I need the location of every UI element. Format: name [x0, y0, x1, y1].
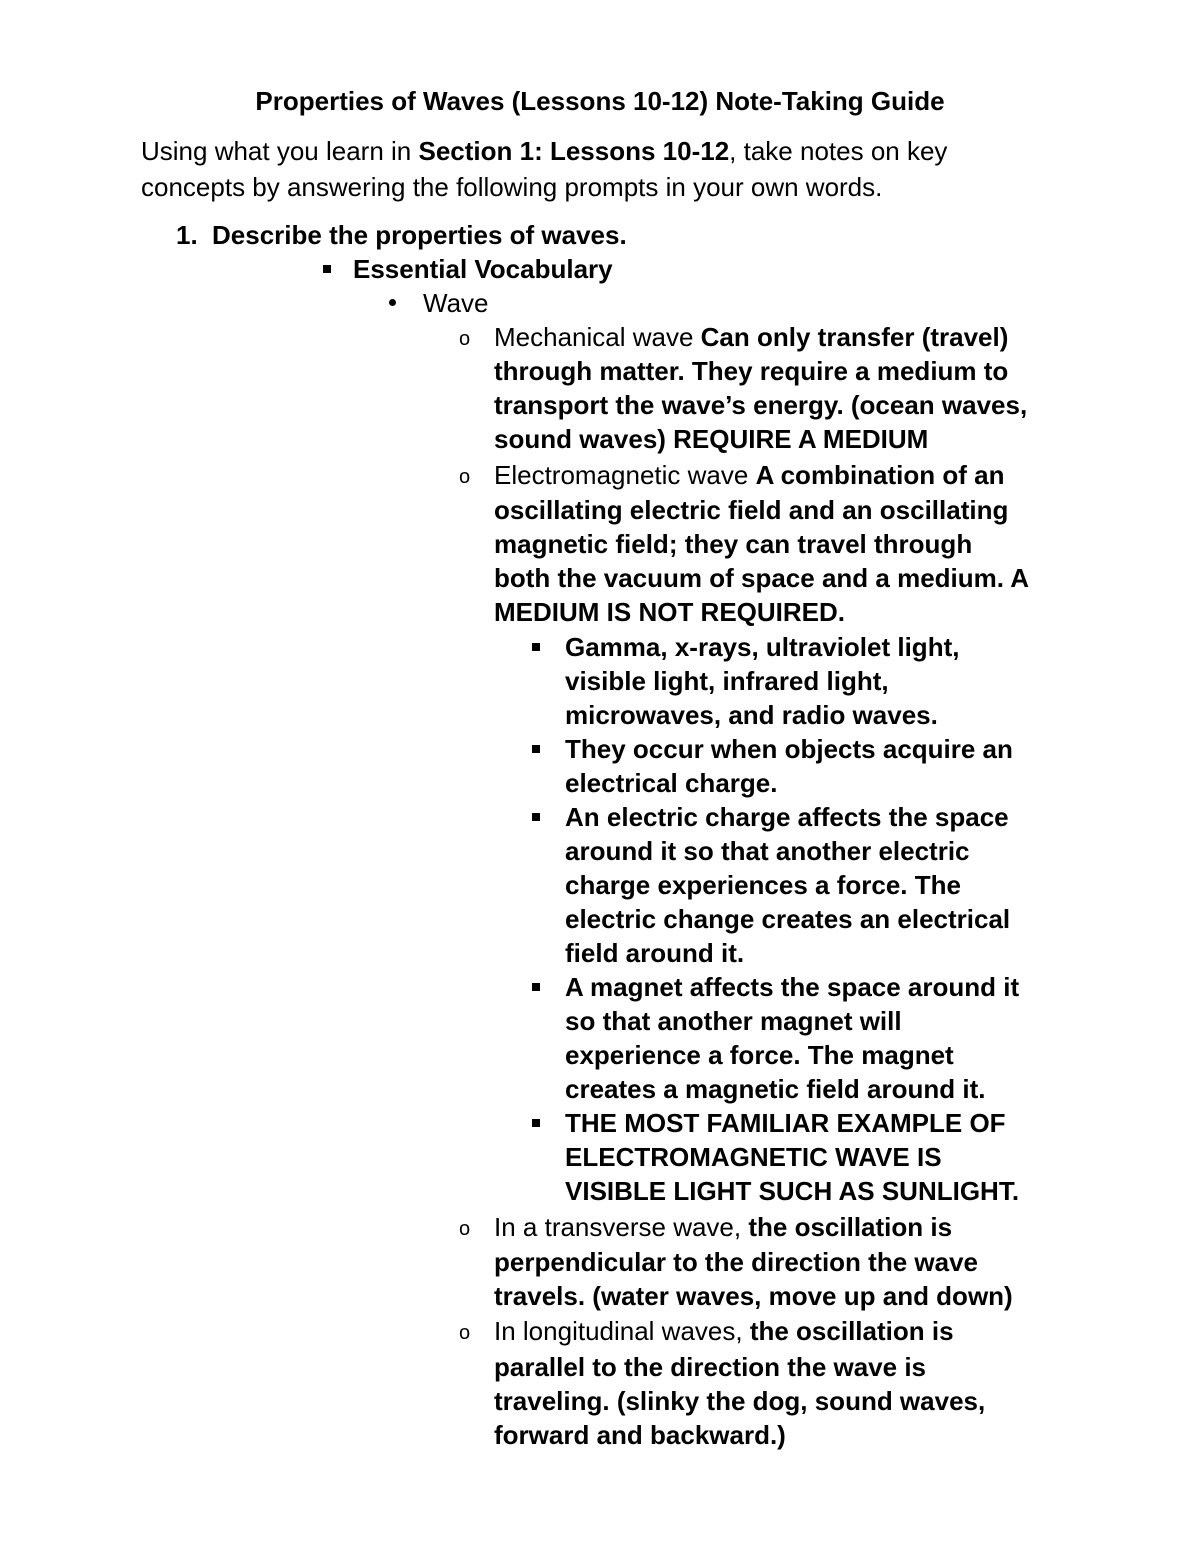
question-text: Describe the properties of waves. [212, 220, 627, 250]
subitem-line: electrical charge. [565, 768, 778, 798]
subitem-line: so that another magnet will [565, 1006, 902, 1036]
item-line: oscillating electric field and an oscillating [494, 495, 1009, 525]
item-line: traveling. (slinky the dog, sound waves, [494, 1386, 986, 1416]
item-text: A combination of an [755, 460, 1005, 490]
vocab-heading: Essential Vocabulary [353, 254, 613, 284]
item-line: sound waves) REQUIRE A MEDIUM [494, 424, 929, 454]
circle-bullet-icon: o [459, 1218, 471, 1240]
subitem-line: creates a magnetic field around it. [565, 1074, 986, 1104]
subitem-line: experience a force. The magnet [565, 1040, 954, 1070]
square-bullet-icon [532, 1119, 540, 1127]
subitem-line: They occur when objects acquire an [565, 734, 1013, 764]
item-term: Electromagnetic wave [494, 460, 756, 490]
square-bullet-icon [532, 813, 540, 821]
subitem-line: microwaves, and radio waves. [565, 700, 938, 730]
item-longitudinal-line-1 [494, 1314, 954, 1348]
item-line: MEDIUM IS NOT REQUIRED. [494, 597, 846, 627]
square-bullet-icon [532, 983, 540, 991]
item-transverse-line-1 [494, 1210, 952, 1244]
item-line: perpendicular to the direction the wave [494, 1247, 978, 1277]
subitem-line: electric change creates an electrical [565, 904, 1011, 934]
item-line: travels. (water waves, move up and down) [494, 1281, 1013, 1311]
subitem-line: A magnet affects the space around it [565, 972, 1020, 1002]
square-bullet-icon [532, 643, 540, 651]
item-term: In longitudinal waves, [494, 1316, 750, 1346]
subitem-line: around it so that another electric [565, 836, 970, 866]
circle-bullet-icon: o [459, 1322, 471, 1344]
wave-label: Wave [423, 288, 489, 318]
subitem-line: charge experiences a force. The [565, 870, 961, 900]
item-text: Can only transfer (travel) [700, 322, 1009, 352]
item-text: the oscillation is [748, 1212, 953, 1242]
intro-section-ref: Section 1: Lessons 10-12 [418, 136, 730, 166]
page-title: Properties of Waves (Lessons 10-12) Note-Taking Guide [255, 86, 945, 116]
subitem-line: visible light, infrared light, [565, 666, 889, 696]
square-bullet-icon [323, 265, 331, 273]
subitem-line: VISIBLE LIGHT SUCH AS SUNLIGHT. [565, 1176, 1020, 1206]
circle-bullet-icon: o [459, 466, 471, 488]
intro-paragraph [141, 133, 1041, 205]
round-bullet-icon [389, 299, 396, 306]
subitem-line: Gamma, x-rays, ultraviolet light, [565, 632, 960, 662]
intro-prefix: Using what you learn in [141, 136, 419, 166]
item-line: parallel to the direction the wave is [494, 1352, 927, 1382]
item-term: Mechanical wave [494, 322, 701, 352]
item-electromagnetic-line-1 [494, 458, 1004, 492]
item-line: both the vacuum of space and a medium. A [494, 563, 1030, 593]
subitem-line: THE MOST FAMILIAR EXAMPLE OF [565, 1108, 1006, 1138]
square-bullet-icon [532, 745, 540, 753]
subitem-line: An electric charge affects the space [565, 802, 1009, 832]
item-mechanical-line-1 [494, 320, 1008, 354]
item-line: transport the wave’s energy. (ocean waves, [494, 390, 1028, 420]
item-line: through matter. They require a medium to [494, 356, 1009, 386]
item-line: forward and backward.) [494, 1420, 786, 1450]
item-text: the oscillation is [749, 1316, 954, 1346]
question-number: 1. [176, 220, 198, 250]
item-line: magnetic field; they can travel through [494, 529, 973, 559]
circle-bullet-icon: o [459, 328, 471, 350]
item-term: In a transverse wave, [494, 1212, 749, 1242]
intro-suffix: , take notes on key concepts by answering the following prompts in your own words. [141, 136, 948, 202]
subitem-line: ELECTROMAGNETIC WAVE IS [565, 1142, 942, 1172]
subitem-line: field around it. [565, 938, 745, 968]
